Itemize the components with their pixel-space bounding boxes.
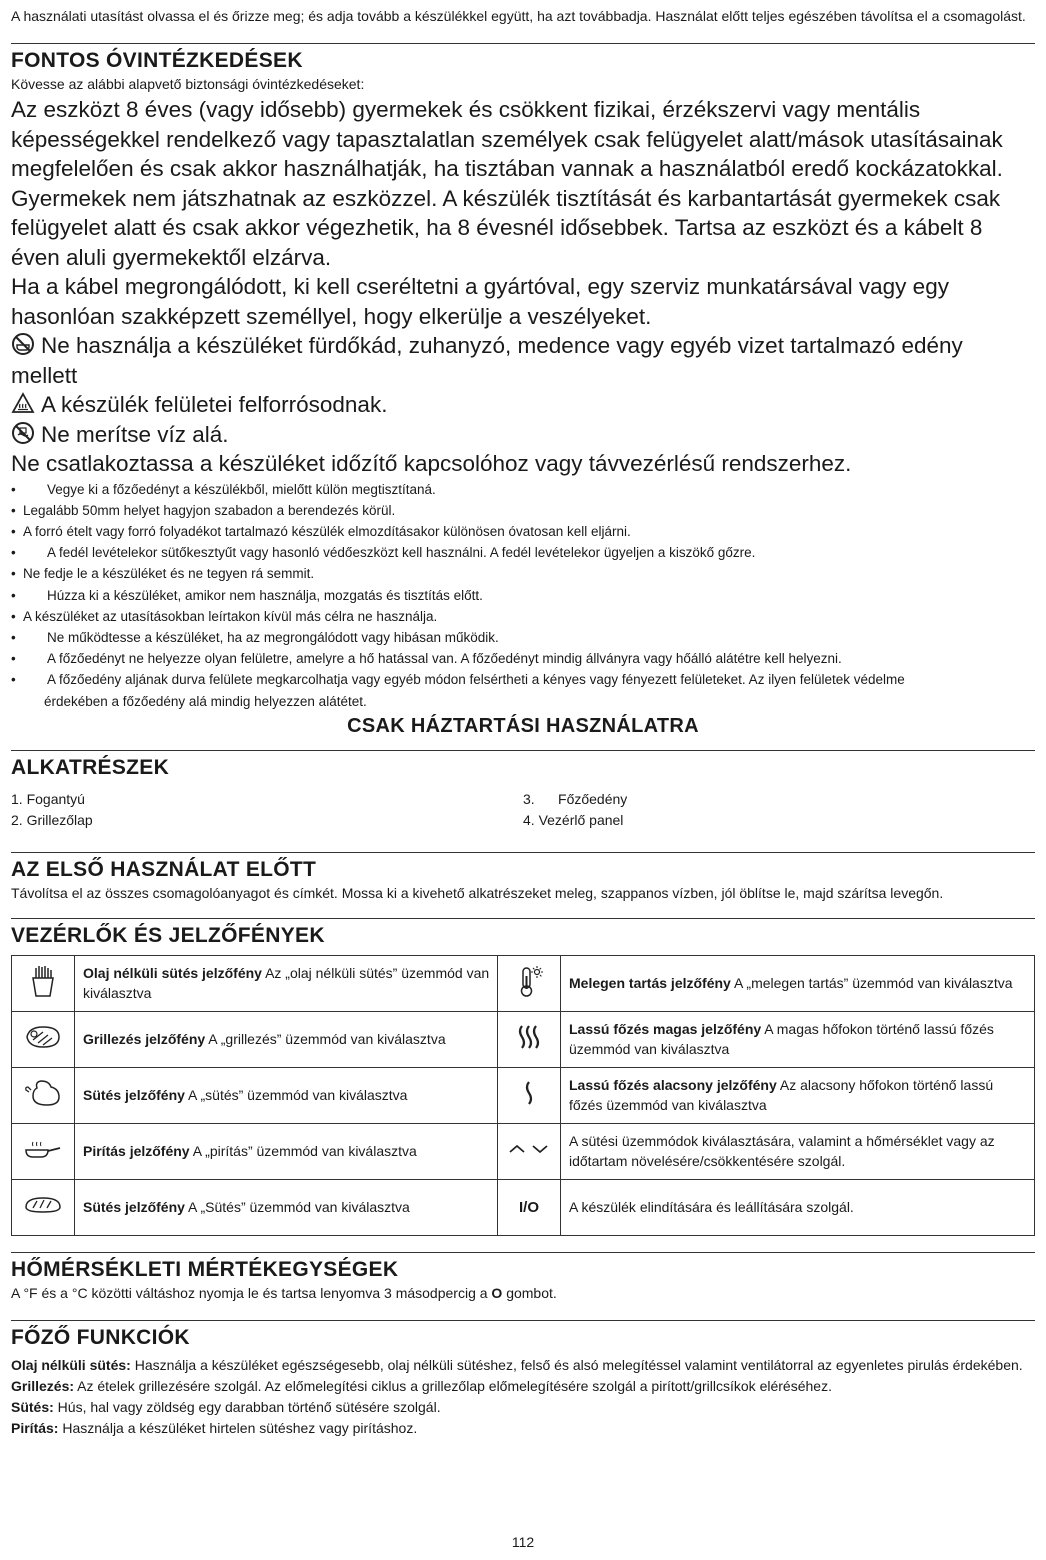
list-item: • A készüléket az utasításokban leírtakon kívül más célra ne használja.	[11, 606, 1035, 627]
roast-indicator-description: Sütés jelzőfény A „sütés” üzemmód van kiválasztva	[75, 1067, 498, 1123]
no-immerse-icon	[11, 421, 35, 445]
grill-steak-icon	[12, 1011, 75, 1067]
list-item-continuation: érdekében a főzőedény alá mindig helyezzen alátétet.	[44, 693, 367, 709]
no-bath-icon	[11, 332, 35, 356]
function-item: Pirítás: Használja a készüléket hirtelen sütéshez vagy pirításhoz.	[11, 1419, 418, 1436]
functions-title: FŐZŐ FUNKCIÓK	[11, 1320, 1035, 1351]
o-button-label: O	[491, 1284, 503, 1301]
slow-cook-high-indicator-description: Lassú főzés magas jelzőfény A magas hőfokon történő lassú főzés üzemmód van kiválasztva	[561, 1011, 1035, 1067]
list-item-text: A főzőedény aljának durva felülete megkarcolhatja vagy egyéb módon felsértheti a kényes vagy fényezett felületeket. Az ilyen felületek védelme	[47, 672, 905, 688]
list-item: • A főzőedényt ne helyezze olyan felületre, amelyre a hő hatással van. A főzőedényt mindig állványra vagy hőálló alátétre kell helyezni.	[11, 648, 1035, 669]
part-item: 2. Grillezőlap	[11, 811, 93, 828]
first-use-text: Távolítsa el az összes csomagolóanyagot és címkét. Mossa ki a kivehető alkatrészeket meleg, szappanos vízben, jól öblítse le, majd szárítsa levegőn.	[11, 884, 944, 901]
single-heat-icon	[498, 1067, 561, 1123]
safety-paragraph-2: Ha a kábel megrongálódott, ki kell cseréltetni a gyártóval, egy szerviz munkatársával vagy egy hasonlóan szakképzett személlyel, hogy elkerülje a veszélyeket.	[11, 274, 949, 329]
table-row	[12, 1179, 1035, 1235]
controls-table	[11, 955, 1035, 1236]
list-item: • A fedél levételekor sütőkesztyűt vagy hasonló védőeszközt kell használni. A fedél levételekor ügyeljen a kiszökő gőzre.	[11, 542, 1035, 563]
safety-paragraph-1: Az eszközt 8 éves (vagy idősebb) gyermekek és csökkent fizikai, érzékszervi vagy mentális képességekkel rendelkező vagy tapasztalatlan személyek csak felügyelet alatt/mások utasításainak megfelelően és csak akkor használhatják, ha tisztában vannak a használatból eredő kockázatokkal. Gyermekek nem játszhatnak az eszközzel. A készülék tisztítását és karbantartását gyermekek csak felügyelet alatt és csak akkor végezhetik, ha 8 évesnél idősebbek. Tartsa az eszközt és a kábelt 8 éven aluli gyermekektől elzárva.	[11, 97, 1003, 270]
table-row	[12, 1011, 1035, 1067]
safety-bullet-list	[11, 479, 1035, 712]
warning-hot	[11, 390, 1035, 420]
function-item: Grillezés: Az ételek grillezésére szolgál. Az előmelegítési ciklus a grillezőlap előmelegítésére szolgál a pirított/grillcsíkok eléréséhez.	[11, 1377, 832, 1394]
list-item: • Legalább 50mm helyet hagyjon szabadon a berendezés körül.	[11, 500, 1035, 521]
power-description: A készülék elindítására és leállítására szolgál.	[561, 1179, 1035, 1235]
list-item: • A forró ételt vagy forró folyadékot tartalmazó készülék elmozdításakor különösen óvatosan kell eljárni.	[11, 521, 1035, 542]
stir-fry-indicator-description: Pirítás jelzőfény A „pirítás” üzemmód van kiválasztva	[75, 1123, 498, 1179]
page-number: 112	[511, 1534, 535, 1550]
warning-water-text: Ne merítse víz alá.	[41, 421, 229, 447]
thermometer-icon	[498, 955, 561, 1011]
list-item: • Vegye ki a főzőedényt a készülékből, mielőtt külön megtisztítaná.	[11, 479, 1035, 500]
arrows-description: A sütési üzemmódok kiválasztására, valamint a hőmérséklet vagy az időtartam növelésére/csökkentésére szolgál.	[561, 1123, 1035, 1179]
part-item: 4. Vezérlő panel	[523, 811, 624, 828]
oil-free-indicator-description: Olaj nélküli sütés jelzőfény Az „olaj nélküli sütés” üzemmód van kiválasztva	[75, 955, 498, 1011]
power-button-symbol: I/O	[498, 1179, 561, 1235]
warning-hot-text: A készülék felületei felforrósodnak.	[41, 392, 388, 417]
warning-water	[11, 420, 1035, 450]
household-use-title: CSAK HÁZTARTÁSI HASZNÁLATRA	[347, 714, 699, 737]
first-use-title: AZ ELSŐ HASZNÁLAT ELŐTT	[11, 852, 1035, 883]
parts-column-left	[11, 789, 523, 831]
list-item: • Húzza ki a készüléket, amikor nem használja, mozgatás és tisztítás előtt.	[11, 585, 1035, 606]
manual-page	[11, 6, 1035, 1439]
controls-title: VEZÉRLŐK ÉS JELZŐFÉNYEK	[11, 918, 1035, 949]
function-item: Sütés: Hús, hal vagy zöldség egy darabban történő sütésére szolgál.	[11, 1398, 441, 1415]
frying-pan-icon	[12, 1123, 75, 1179]
slow-cook-low-indicator-description: Lassú főzés alacsony jelzőfény Az alacsony hőfokon történő lassú főzés üzemmód van kiválasztva	[561, 1067, 1035, 1123]
warning-bath-text: Ne használja a készüléket fürdőkád, zuhanyzó, medence vagy egyéb vizet tartalmazó edény mellett	[11, 333, 963, 388]
triple-heat-icon	[498, 1011, 561, 1067]
list-item: • Ne fedje le a készüléket és ne tegyen rá semmit.	[11, 563, 1035, 584]
warning-bath	[11, 331, 1035, 390]
part-item: 1. Fogantyú	[11, 790, 85, 807]
grill-indicator-description: Grillezés jelzőfény A „grillezés” üzemmód van kiválasztva	[75, 1011, 498, 1067]
parts-list	[11, 789, 1035, 831]
list-item: • Ne működtesse a készüléket, ha az megrongálódott vagy hibásan működik.	[11, 627, 1035, 648]
table-row	[12, 1067, 1035, 1123]
functions-list	[11, 1355, 1035, 1439]
fries-icon	[12, 955, 75, 1011]
parts-column-right	[523, 789, 1035, 831]
bread-icon	[12, 1179, 75, 1235]
parts-title: ALKATRÉSZEK	[11, 750, 1035, 781]
warning-timer: Ne csatlakoztassa a készüléket időzítő kapcsolóhoz vagy távvezérlésű rendszerhez.	[11, 451, 852, 476]
keep-warm-indicator-description: Melegen tartás jelzőfény A „melegen tartás” üzemmód van kiválasztva	[561, 955, 1035, 1011]
table-row	[12, 955, 1035, 1011]
part-item: 3. Főzőedény	[523, 790, 628, 807]
roast-chicken-icon	[12, 1067, 75, 1123]
bake-indicator-description: Sütés jelzőfény A „Sütés” üzemmód van kiválasztva	[75, 1179, 498, 1235]
safety-title: FONTOS ÓVINTÉZKEDÉSEK	[11, 43, 1035, 74]
temperature-title: HŐMÉRSÉKLETI MÉRTÉKEGYSÉGEK	[11, 1252, 1035, 1283]
function-item: Olaj nélküli sütés: Használja a készüléket egészségesebb, olaj nélküli sütéshez, felső és alsó melegítéssel valamint ventilátorral az egyenletes pirulás érdekében.	[11, 1356, 1023, 1373]
list-item	[11, 669, 1035, 711]
hot-surface-icon	[11, 391, 35, 415]
temperature-text: A °F és a °C közötti váltáshoz nyomja le és tartsa lenyomva 3 másodpercig a O gombot.	[11, 1284, 557, 1301]
up-down-arrows-icon	[498, 1123, 561, 1179]
safety-subtitle: Kövesse az alábbi alapvető biztonsági óvintézkedéseket:	[11, 76, 365, 92]
intro-text: A használati utasítást olvassa el és őrizze meg; és adja tovább a készülékkel együtt, ha azt továbbadja. Használat előtt teljes egészében távolítsa el a csomagolást.	[11, 8, 1026, 24]
table-row	[12, 1123, 1035, 1179]
